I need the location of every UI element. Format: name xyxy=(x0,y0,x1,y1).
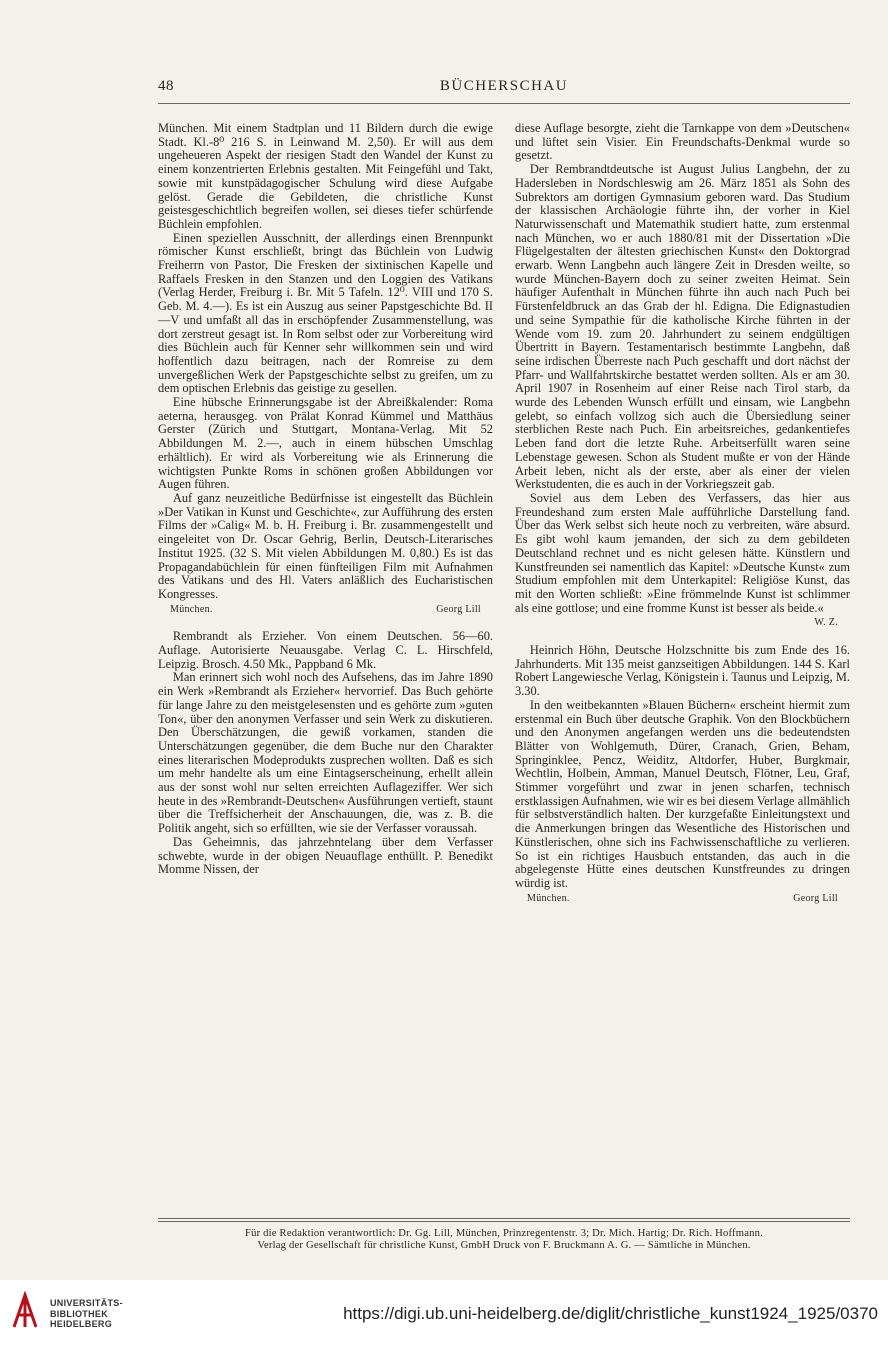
imprint xyxy=(158,1228,850,1252)
signature xyxy=(515,616,850,630)
paragraph: Auf ganz neuzeitliche Bedürfnisse ist eingestellt das Büchlein »Der Vatikan in Kunst und Geschichte«, zur Aufführung des ersten Films der »Calig« M. b. H. Freiburg i. Br. zusammengestellt und eingeleitet von Dr. Oscar Gehrig, Berlin, Deutsch-Literarisches Institut 1925. (32 S. Mit vielen Abbildungen M. 0,80.) Es ist das Propagandabüchlein für einen fünfteiligen Film mit Aufnahmen des Vatikans und des Hl. Vaters anläßlich des Eucharistischen Kongresses. xyxy=(158,490,493,601)
review-heading: Heinrich Höhn, Deutsche Holzschnitte bis zum Ende des 16. Jahrhunderts. Mit 135 meist ganzseitigen Abbildungen. 144 S. Karl Robert Langewiesche Verlag, Königstein i. Taunus und Leipzig, M. 3.30. xyxy=(515,643,850,699)
paragraph: diese Auflage besorgte, zieht die Tarnkappe von dem »Deutschen« und lüftet sein Visier. Ein Freundschafts-Denkmal wurde so gesetzt. xyxy=(515,121,850,163)
paragraph: Eine hübsche Erinnerungsgabe ist der Abreißkalender: Roma aeterna, herausgeg. von Prälat Konrad Kümmel und Matthäus Gerster (Zürich und Stuttgart, Montana-Verlag. Mit 52 Abbildungen M. 2.—, auch in einem hübschen Umschlag erhältlich). Er wird als Vorbereitung wie als Erinnerung die wichtigsten Punkte Roms in schönen großen Abbildungen vor Augen führen. xyxy=(158,395,493,492)
source-url-link[interactable]: https://digi.ub.uni-heidelberg.de/diglit/christliche_kunst1924_1925/0370 xyxy=(343,1304,878,1323)
signature-author: W. Z. xyxy=(814,617,838,629)
paragraph: München. Mit einem Stadtplan und 11 Bildern durch die ewige Stadt. Kl.-8⁰ 216 S. in Leinwand M. 2,50). Er will aus dem ungeheueren Aspekt der riesigen Stadt den Wandel der Kunst zu einem konzentrierten Erlebnis gestalten. Mit Feingefühl und Takt, sowie mit kunstpädagogischer Schulung wird diese Aufgabe gelöst. Gerade die Gebildeten, die christliche Kunst geistesgeschichtlich begreifen wollen, sei dieses tiefer schürfende Büchlein empfohlen. xyxy=(158,121,493,231)
review-heading: Rembrandt als Erzieher. Von einem Deutschen. 56—60. Auflage. Autorisierte Neuausgabe. Verlag C. L. Hirschfeld, Leipzig. Brosch. 4.50 Mk., Pappband 6 Mk. xyxy=(158,629,493,671)
signature-place: München. xyxy=(527,892,570,904)
paragraph: Soviel aus dem Leben des Verfassers, das hier aus Freundeshand zum ersten Male aufführliche Darstellung fand. Über das Werk selbst sich heute noch zu verbreiten, wäre absurd. Es gibt wohl kaum jemanden, der sich zu dem gebildeten Deutschland rechnet und es nicht gelesen hätte. Künstlern und Kunstfreunden sei namentlich das Kapitel: »Deutsche Kunst« zum Studium empfohlen mit dem Unterkapitel: Religiöse Kunst, das mit den Worten schließt: »Eine frömmelnde Kunst ist schlimmer als eine gottlose; und eine fromme Kunst ist besser als beide.« xyxy=(515,490,850,615)
paragraph: Einen speziellen Ausschnitt, der allerdings einen Brennpunkt römischer Kunst erschließt, bringt das Büchlein von Ludwig Freiherrn von Pastor, Die Fresken der sixtinischen Kapelle und Raffaels Fresken in den Stanzen und den Loggien des Vatikans (Verlag Herder, Freiburg i. Br. Mit 5 Tafeln. 12⁰. VIII und 170 S. Geb. M. 4.—). Es ist ein Auszug aus seiner Papstgeschichte Bd. II—V und umfaßt all das in erschöpfender Zusammenstellung, was dort zerstreut gesagt ist. In Rom selbst oder zur Vorbereitung wird dies Büchlein auch für Kenner sehr willkommen sein und wird hoffentlich dazu beitragen, nach der Romreise zu dem unvergeßlichen Werk der Papstgeschichte selbst zu greifen, um zu dem optischen Erlebnis das geistige zu gesellen. xyxy=(158,230,493,396)
imprint-line: Für die Redaktion verantwortlich: Dr. Gg. Lill, München, Prinzregentenstr. 3; Dr. Mich. Hartig; Dr. Rich. Hoffmann. xyxy=(245,1228,763,1239)
running-title: BÜCHERSCHAU xyxy=(439,78,569,94)
imprint-line: Verlag der Gesellschaft für christliche Kunst, GmbH Druck von F. Bruckmann A. G. — Sämtliche in München. xyxy=(257,1240,751,1251)
footer-rule xyxy=(158,1218,850,1219)
signature-place: München. xyxy=(170,603,213,615)
library-name: UNIVERSITÄTS- BIBLIOTHEK HEIDELBERG xyxy=(50,1298,123,1329)
footer-rule xyxy=(158,1221,850,1222)
paragraph: Man erinnert sich wohl noch des Aufsehens, das im Jahre 1890 ein Werk »Rembrandt als Erzieher« hervorrief. Das Buch gehörte für lange Jahre zu den meistgelesensten und es gehörte zum »guten Ton«, über den anonymen Verfasser und sein Werk zu diskutieren. Den Überschätzungen, die gewiß vorkamen, standen die Unterschätzungen gegenüber, die dem Buche nur den Charakter eines literarischen Modeprodukts zusprechen wollten. Daß es sich um mehr handelte als um eine Eintagserscheinung, erhellt allein aus der sonst wohl nur selten erreichten Auflageziffer. Wer sich heute in des »Rembrandt-Deutschen« Ausführungen vertieft, staunt über die Treffsicherheit der Anschauungen, die, was z. B. die Politik angeht, sich so erfüllten, wie sie der Verfasser voraussah. xyxy=(158,670,493,836)
signature xyxy=(158,603,493,617)
paragraph: Das Geheimnis, das jahrzehntelang über dem Verfasser schwebte, wurde in der obigen Neuauflage enthüllt. P. Benedikt Momme Nissen, der xyxy=(158,834,493,877)
signature-author: Georg Lill xyxy=(436,603,481,615)
library-logo-icon xyxy=(10,1291,40,1331)
paragraph: Der Rembrandtdeutsche ist August Julius Langbehn, der zu Hadersleben in Nordschleswig am 26. März 1851 als Sohn des Subrektors am dortigen Gymnasium geboren ward. Das Studium der klassischen Archäologie führte ihn, der vorher in Kiel Naturwissenschaft und Matemathik studiert hatte, zum erstenmal nach München, wo er auch 1880/81 mit der Dissertation »Die Flügelgestalten der ältesten griechischen Kunst« den Doktorgrad erwarb. Wenn Langbehn auch längere Zeit in Dresden weilte, so wurde München-Bayern doch zu seiner zweiten Heimat. Sein häufiger Aufenthalt in München führte ihn auch nach Puch bei Fürstenfeldbruck an das Grab der hl. Edigna. Die Edignastudien und seine Sympathie für die katholische Kirche führten in der Wende vom 19. zum 20. Jahrhundert zu seinem endgültigen Übertritt in Bayern. Testamentarisch bestimmte Langbehn, daß seine irdischen Überreste nach Puch geschafft und dort nächst der Pfarr- und Wallfahrtskirche bestattet werden sollten. Als er am 30. April 1907 in Rosenheim auf einer Reise nach Tirol starb, da wurde des Lebenden Wunsch erfüllt und einsam, wie Langbehn gelebt, so einfach vollzog sich auch die Übersiedlung seiner sterblichen Reste nach Puch. Ein arbeitsreiches, gedankentiefes Leben fand dort die letzte Ruhe. Arbeitserfüllt waren seine Lebenstage gewesen. Schon als Student mußte er von der Hände Arbeit leben, nicht als der erste, aber als einer der vielen Werkstudenten, die es auch in der Vorkriegszeit gab. xyxy=(515,162,850,492)
right-column xyxy=(515,122,850,905)
header-rule xyxy=(158,103,850,104)
signature xyxy=(515,892,850,906)
page-header xyxy=(158,78,850,98)
signature-author: Georg Lill xyxy=(793,892,838,904)
paragraph: In den weitbekannten »Blauen Büchern« erscheint hiermit zum erstenmal ein Buch über deutsche Graphik. Von den Blockbüchern und den Anonymen angefangen werden uns die bedeutendsten Blätter von Wohlgemuth, Dürer, Cranach, Grien, Beham, Springinklee, Pencz, Weiditz, Altdorfer, Huber, Burgkmair, Wechtlin, Holbein, Amman, Manuel Deutsch, Flötner, Leu, Graf, Stimmer vorgeführt und zwar in jenen scharfen, technisch erstklassigen Aufnahmen, wie wir es bei diesem Verlage allmählich für selbstverständlich halten. Der kurzgefaßte Einleitungstext und die Anmerkungen bringen das Wesentliche des Historischen und Künstlerischen, ohne sich ins Fachwissenschaftliche zu verlieren. So ist ein richtiges Hausbuch entstanden, das auch in die abgelegenste Hütte eines deutschen Kunstfreundes zu dringen würdig ist. xyxy=(515,697,850,890)
left-column xyxy=(158,122,493,877)
page-number: 48 xyxy=(158,78,174,94)
